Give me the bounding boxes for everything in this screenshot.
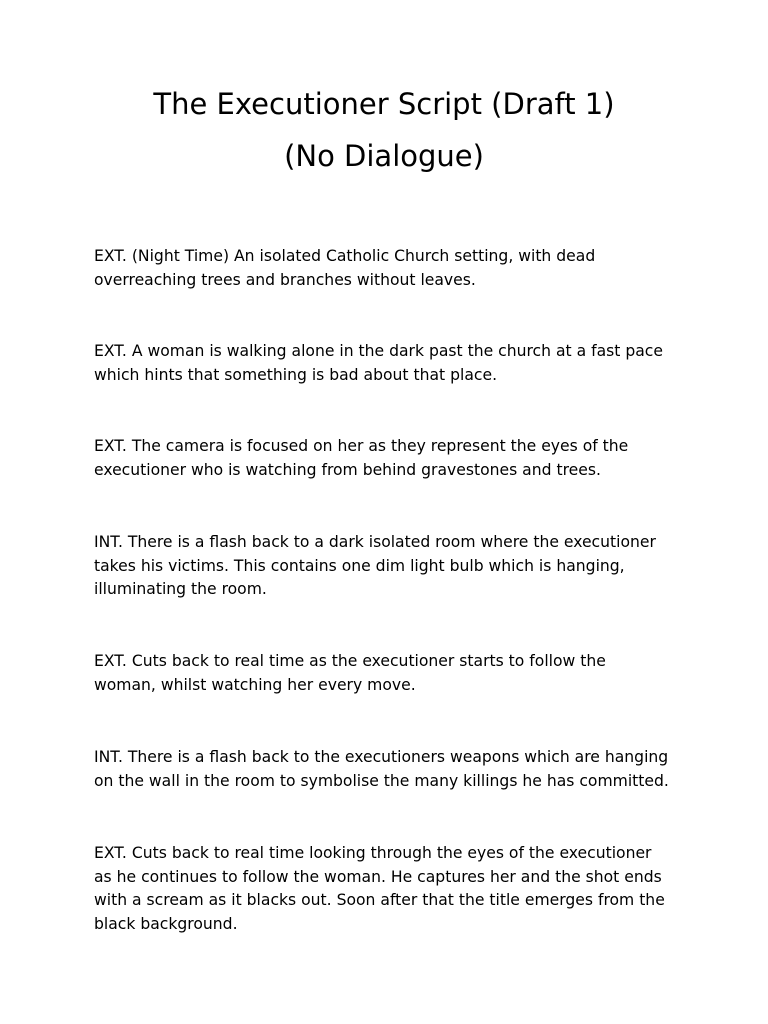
scene-paragraph-4: INT. There is a flash back to a dark isolated room where the executioner takes his victims. This contains one dim light bulb which is hanging, illuminating the room.	[94, 533, 656, 598]
document-subtitle: (No Dialogue)	[284, 139, 484, 173]
document-title: The Executioner Script (Draft 1)	[153, 87, 615, 121]
scene-paragraph-7: EXT. Cuts back to real time looking through the eyes of the executioner as he continues to follow the woman. He captures her and the shot ends with a scream as it blacks out. Soon after that the title emerges from the black background.	[94, 844, 665, 933]
scene-paragraph-2: EXT. A woman is walking alone in the dark past the church at a fast pace which hints that something is bad about that place.	[94, 342, 663, 384]
scene-paragraph-1: EXT. (Night Time) An isolated Catholic Church setting, with dead overreaching trees and branches without leaves.	[94, 247, 596, 289]
scene-paragraph-5: EXT. Cuts back to real time as the executioner starts to follow the woman, whilst watching her every move.	[94, 652, 606, 694]
scene-paragraph-3: EXT. The camera is focused on her as they represent the eyes of the executioner who is watching from behind gravestones and trees.	[94, 437, 629, 479]
scene-paragraph-6: INT. There is a flash back to the executioners weapons which are hanging on the wall in the room to symbolise the many killings he has committed.	[94, 748, 669, 790]
